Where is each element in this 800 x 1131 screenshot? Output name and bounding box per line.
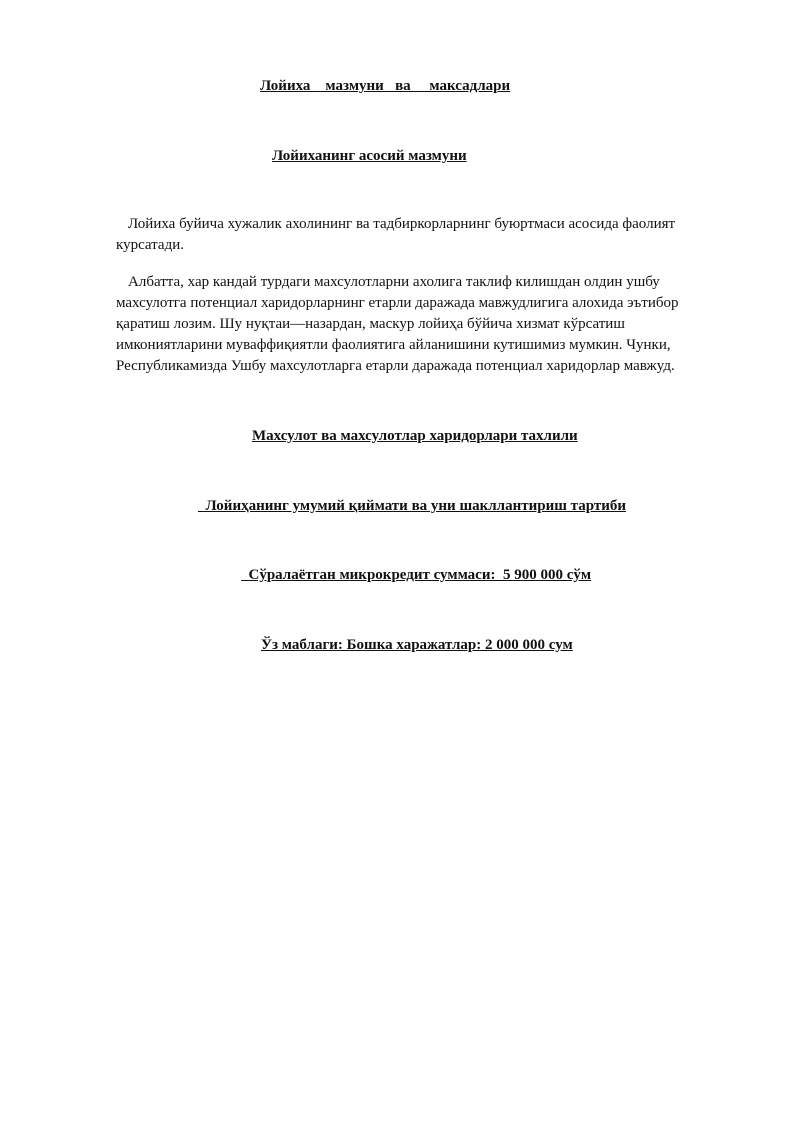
credit-amount-line: Сўралаётган микрокредит суммаси: 5 900 000 сўм	[241, 567, 592, 583]
document-title: Лойиха мазмуни ва максадлари	[260, 78, 511, 94]
section-heading-analysis: Махсулот ва махсулотлар харидорлари тахлили	[252, 428, 578, 444]
section-heading-content: Лойиханинг асосий мазмуни	[272, 148, 467, 164]
section-heading-cost: Лойиҳанинг умумий қиймати ва уни шакллантириш тартиби	[198, 498, 626, 514]
own-funds-line: Ўз маблаги: Бошка харажатлар: 2 000 000 сум	[261, 637, 573, 653]
paragraph-demand: Албатта, хар кандай турдаги махсулотларни ахолига таклиф килишдан олдин ушбу махсулотга потенциал харидорларнинг етарли даражада мавжудлигига алохида эътибор қаратиш лозим. Шу нуқтаи—назардан, маскур лойиҳа бўйича хизмат кўрсатиш имкониятларини муваффиқиятли фаолиятига айланишини кутишимиз мумкин. Чунки, Республикамизда Ушбу махсулотларга етарли даражада потенциал харидорлар мавжуд.	[116, 274, 679, 374]
paragraph-activity: Лойиха буйича хужалик ахолининг ва тадбиркорларнинг буюртмаси асосида фаолият курсатади.	[116, 216, 676, 253]
